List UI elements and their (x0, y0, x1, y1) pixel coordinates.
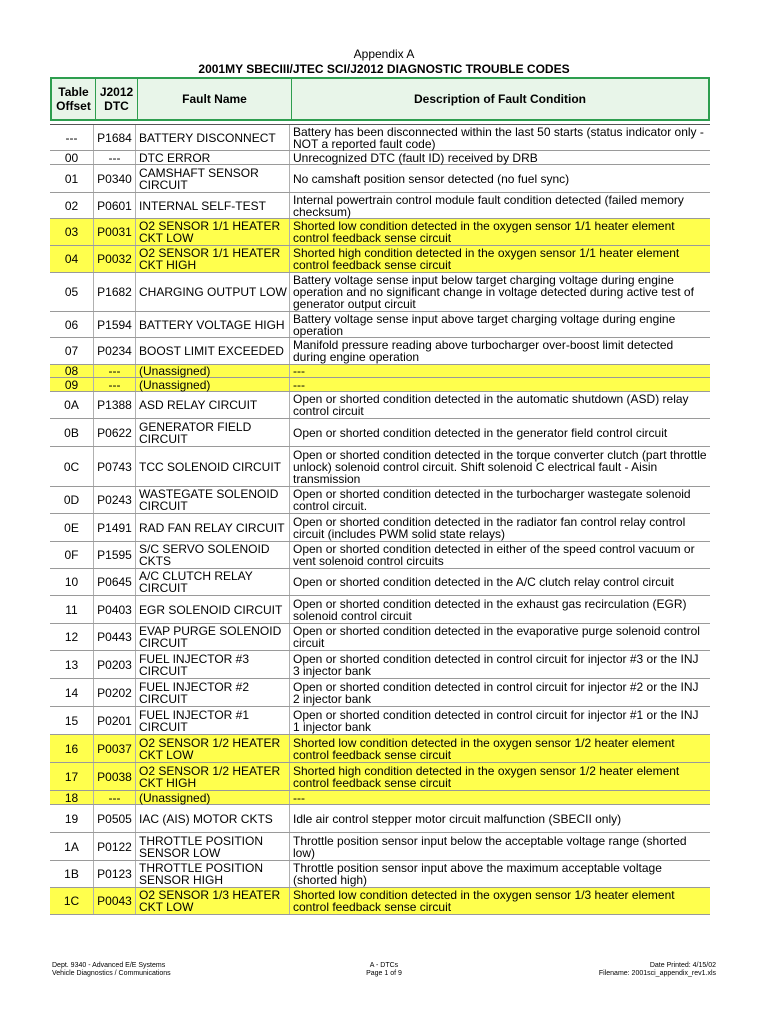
document-title: 2001MY SBECIII/JTEC SCI/J2012 DIAGNOSTIC TROUBLE CODES (198, 62, 570, 76)
cell-fault-name: DTC ERROR (136, 151, 290, 164)
cell-dtc: P0122 (94, 833, 136, 860)
cell-dtc: P0203 (94, 651, 136, 678)
cell-fault-name: O2 SENSOR 1/2 HEATER CKT LOW (136, 735, 290, 762)
cell-description: Shorted low condition detected in the oxygen sensor 1/3 heater element control feedback sense circuit (293, 888, 675, 914)
cell-fault-name: O2 SENSOR 1/2 HEATER CKT HIGH (136, 763, 290, 790)
cell-description: Open or shorted condition detected in the automatic shutdown (ASD) relay control circuit (293, 392, 689, 418)
cell-dtc: P0037 (94, 735, 136, 762)
cell-description: Open or shorted condition detected in control circuit for injector #2 or the INJ 2 injector bank (293, 679, 699, 706)
cell-fault-name: FUEL INJECTOR #1 CIRCUIT (136, 707, 290, 734)
table-row (50, 542, 710, 569)
cell-fault-name: CHARGING OUTPUT LOW (136, 273, 290, 311)
cell-offset: 11 (50, 596, 94, 623)
header-j2012-dtc: J2012 DTC (96, 79, 138, 119)
cell-fault-name: O2 SENSOR 1/1 HEATER CKT HIGH (136, 246, 290, 272)
table-row (50, 861, 710, 888)
cell-fault-name: CAMSHAFT SENSOR CIRCUIT (136, 165, 290, 192)
cell-offset: 17 (50, 763, 94, 790)
cell-offset: 12 (50, 624, 94, 650)
cell-offset: 09 (50, 378, 94, 391)
table-row (50, 888, 710, 915)
cell-dtc: P0403 (94, 596, 136, 623)
cell-fault-name: (Unassigned) (136, 365, 290, 377)
cell-dtc: P0443 (94, 624, 136, 650)
footer-right (599, 962, 716, 978)
cell-description: Battery has been disconnected within the last 50 starts (status indicator only - NOT a reported fault code) (293, 124, 704, 151)
cell-offset: --- (50, 125, 94, 150)
table-row (50, 487, 710, 514)
cell-description: Open or shorted condition detected in the turbocharger wastegate solenoid control circuit. (293, 487, 691, 513)
cell-description: Shorted high condition detected in the oxygen sensor 1/1 heater element control feedback sense circuit (293, 246, 680, 272)
footer-section: A - DTCs (369, 962, 399, 969)
cell-description: --- (293, 364, 305, 378)
cell-fault-name: (Unassigned) (136, 791, 290, 804)
cell-offset: 1C (50, 888, 94, 914)
cell-offset: 0C (50, 447, 94, 486)
footer-page-number: Page 1 of 9 (366, 970, 402, 977)
cell-dtc: P0031 (94, 219, 136, 245)
cell-fault-name: WASTEGATE SOLENOID CIRCUIT (136, 487, 290, 513)
table-row (50, 246, 710, 273)
cell-fault-name: BATTERY VOLTAGE HIGH (136, 312, 290, 337)
cell-offset: 06 (50, 312, 94, 337)
table-row (50, 151, 710, 165)
cell-fault-name: RAD FAN RELAY CIRCUIT (136, 514, 290, 541)
cell-fault-name: INTERNAL SELF-TEST (136, 193, 290, 218)
cell-description: Unrecognized DTC (fault ID) received by DRB (293, 150, 538, 165)
table-row (50, 624, 710, 651)
cell-dtc: P0622 (94, 419, 136, 446)
table-row (50, 419, 710, 447)
cell-dtc: P0202 (94, 679, 136, 706)
table-row (50, 596, 710, 624)
table-row (50, 165, 710, 193)
cell-offset: 1A (50, 833, 94, 860)
cell-fault-name: IAC (AIS) MOTOR CKTS (136, 805, 290, 832)
footer-date: Date Printed: 4/15/02 (649, 962, 716, 969)
cell-offset: 0B (50, 419, 94, 446)
cell-fault-name: EVAP PURGE SOLENOID CIRCUIT (136, 624, 290, 650)
header-fault-name: Fault Name (138, 79, 292, 119)
cell-offset: 19 (50, 805, 94, 832)
cell-dtc: P0743 (94, 447, 136, 486)
cell-dtc: P0032 (94, 246, 136, 272)
table-row (50, 447, 710, 487)
cell-dtc: P0340 (94, 165, 136, 192)
cell-fault-name: S/C SERVO SOLENOID CKTS (136, 542, 290, 568)
cell-description: Idle air control stepper motor circuit malfunction (SBECII only) (293, 811, 622, 826)
table-row (50, 514, 710, 542)
cell-description: Open or shorted condition detected in the generator field control circuit (293, 425, 668, 440)
cell-fault-name: GENERATOR FIELD CIRCUIT (136, 419, 290, 446)
cell-dtc: P1594 (94, 312, 136, 337)
cell-dtc: P0243 (94, 487, 136, 513)
table-row (50, 735, 710, 763)
cell-offset: 01 (50, 165, 94, 192)
footer-dept: Dept. 9340 - Advanced E/E Systems (52, 962, 166, 969)
cell-fault-name: BOOST LIMIT EXCEEDED (136, 338, 290, 364)
cell-description: Open or shorted condition detected in the A/C clutch relay control circuit (293, 575, 674, 589)
cell-dtc: P0038 (94, 763, 136, 790)
cell-offset: 03 (50, 219, 94, 245)
cell-fault-name: FUEL INJECTOR #3 CIRCUIT (136, 651, 290, 678)
cell-offset: 04 (50, 246, 94, 272)
table-row (50, 707, 710, 735)
table-row (50, 679, 710, 707)
cell-description: Manifold pressure reading above turbocharger over-boost limit detected during engine operation (293, 338, 674, 364)
table-row (50, 378, 710, 392)
table-row (50, 193, 710, 219)
cell-fault-name: FUEL INJECTOR #2 CIRCUIT (136, 679, 290, 706)
cell-offset: 18 (50, 791, 94, 804)
cell-description: Open or shorted condition detected in the torque converter clutch (part throttle unlock) solenoid control circuit. Shift solenoid C electrical fault - Aisin transmission (293, 447, 707, 486)
cell-description: No camshaft position sensor detected (no fuel sync) (293, 171, 570, 186)
table-row (50, 365, 710, 378)
table-row (50, 338, 710, 365)
cell-fault-name: (Unassigned) (136, 378, 290, 391)
cell-dtc: P0601 (94, 193, 136, 218)
cell-fault-name: THROTTLE POSITION SENSOR HIGH (136, 861, 290, 887)
cell-dtc: P1388 (94, 392, 136, 418)
cell-dtc: P0201 (94, 707, 136, 734)
cell-fault-name: TCC SOLENOID CIRCUIT (136, 447, 290, 486)
cell-description: Open or shorted condition detected in control circuit for injector #3 or the INJ 3 injector bank (293, 651, 699, 678)
cell-dtc: P1491 (94, 514, 136, 541)
cell-offset: 16 (50, 735, 94, 762)
table-row (50, 651, 710, 679)
cell-offset: 15 (50, 707, 94, 734)
table-row (50, 273, 710, 312)
cell-dtc: P0043 (94, 888, 136, 914)
cell-offset: 00 (50, 151, 94, 164)
cell-offset: 1B (50, 861, 94, 887)
cell-description: Open or shorted condition detected in either of the speed control vacuum or vent solenoid control circuits (293, 542, 695, 568)
footer-filename: Filename: 2001sci_appendix_rev1.xls (598, 970, 716, 977)
cell-dtc: P1682 (94, 273, 136, 311)
cell-description: Shorted low condition detected in the oxygen sensor 1/1 heater element control feedback sense circuit (293, 219, 675, 245)
cell-description: Throttle position sensor input above the maximum acceptable voltage (shorted high) (293, 861, 662, 887)
cell-description: Open or shorted condition detected in the evaporative purge solenoid control circuit (293, 624, 700, 650)
cell-dtc: P0234 (94, 338, 136, 364)
cell-dtc: --- (94, 365, 136, 377)
cell-description: Open or shorted condition detected in control circuit for injector #1 or the INJ 1 injector bank (293, 707, 699, 734)
cell-description: --- (293, 790, 305, 805)
cell-fault-name: BATTERY DISCONNECT (136, 125, 290, 150)
cell-description: Throttle position sensor input below the acceptable voltage range (shorted low) (293, 833, 687, 860)
cell-offset: 10 (50, 569, 94, 595)
cell-offset: 0E (50, 514, 94, 541)
cell-fault-name: ASD RELAY CIRCUIT (136, 392, 290, 418)
table-row (50, 219, 710, 246)
cell-description: Shorted low condition detected in the oxygen sensor 1/2 heater element control feedback sense circuit (293, 735, 675, 762)
cell-offset: 0F (50, 542, 94, 568)
table-row (50, 805, 710, 833)
cell-description: --- (293, 377, 305, 392)
table-row (50, 125, 710, 151)
cell-offset: 02 (50, 193, 94, 218)
cell-dtc: P1684 (94, 125, 136, 150)
cell-fault-name: EGR SOLENOID CIRCUIT (136, 596, 290, 623)
cell-dtc: --- (94, 378, 136, 391)
cell-offset: 14 (50, 679, 94, 706)
cell-offset: 0A (50, 392, 94, 418)
cell-dtc: P0505 (94, 805, 136, 832)
table-header (50, 77, 710, 121)
cell-description: Open or shorted condition detected in the radiator fan control relay control circuit (includes PWM solid state relays) (293, 514, 686, 541)
table-row (50, 392, 710, 419)
cell-fault-name: O2 SENSOR 1/3 HEATER CKT LOW (136, 888, 290, 914)
cell-offset: 13 (50, 651, 94, 678)
cell-fault-name: A/C CLUTCH RELAY CIRCUIT (136, 569, 290, 595)
cell-offset: 07 (50, 338, 94, 364)
table-row (50, 763, 710, 791)
cell-description: Battery voltage sense input above target charging voltage during engine operation (293, 311, 676, 338)
cell-description: Battery voltage sense input below target charging voltage during engine operation and no significant change in voltage detected during active test of generator output circuit (293, 273, 694, 311)
table-row (50, 569, 710, 596)
cell-offset: 08 (50, 365, 94, 377)
header-description: Description of Fault Condition (414, 92, 586, 106)
cell-fault-name: THROTTLE POSITION SENSOR LOW (136, 833, 290, 860)
cell-description: Open or shorted condition detected in the exhaust gas recirculation (EGR) solenoid control circuit (293, 596, 687, 623)
footer-group: Vehicle Diagnostics / Communications (52, 970, 171, 977)
cell-dtc: P0123 (94, 861, 136, 887)
cell-dtc: P1595 (94, 542, 136, 568)
appendix-label: Appendix A (353, 47, 415, 61)
cell-fault-name: O2 SENSOR 1/1 HEATER CKT LOW (136, 219, 290, 245)
cell-dtc: --- (94, 151, 136, 164)
table-row (50, 791, 710, 805)
dtc-table (50, 124, 710, 915)
table-row (50, 833, 710, 861)
table-row (50, 312, 710, 338)
cell-description: Shorted high condition detected in the oxygen sensor 1/2 heater element control feedback sense circuit (293, 763, 680, 790)
cell-offset: 0D (50, 487, 94, 513)
cell-description: Internal powertrain control module fault condition detected (failed memory checksum) (293, 192, 684, 219)
header-table-offset: Table Offset (52, 79, 96, 119)
cell-dtc: --- (94, 791, 136, 804)
cell-offset: 05 (50, 273, 94, 311)
cell-dtc: P0645 (94, 569, 136, 595)
